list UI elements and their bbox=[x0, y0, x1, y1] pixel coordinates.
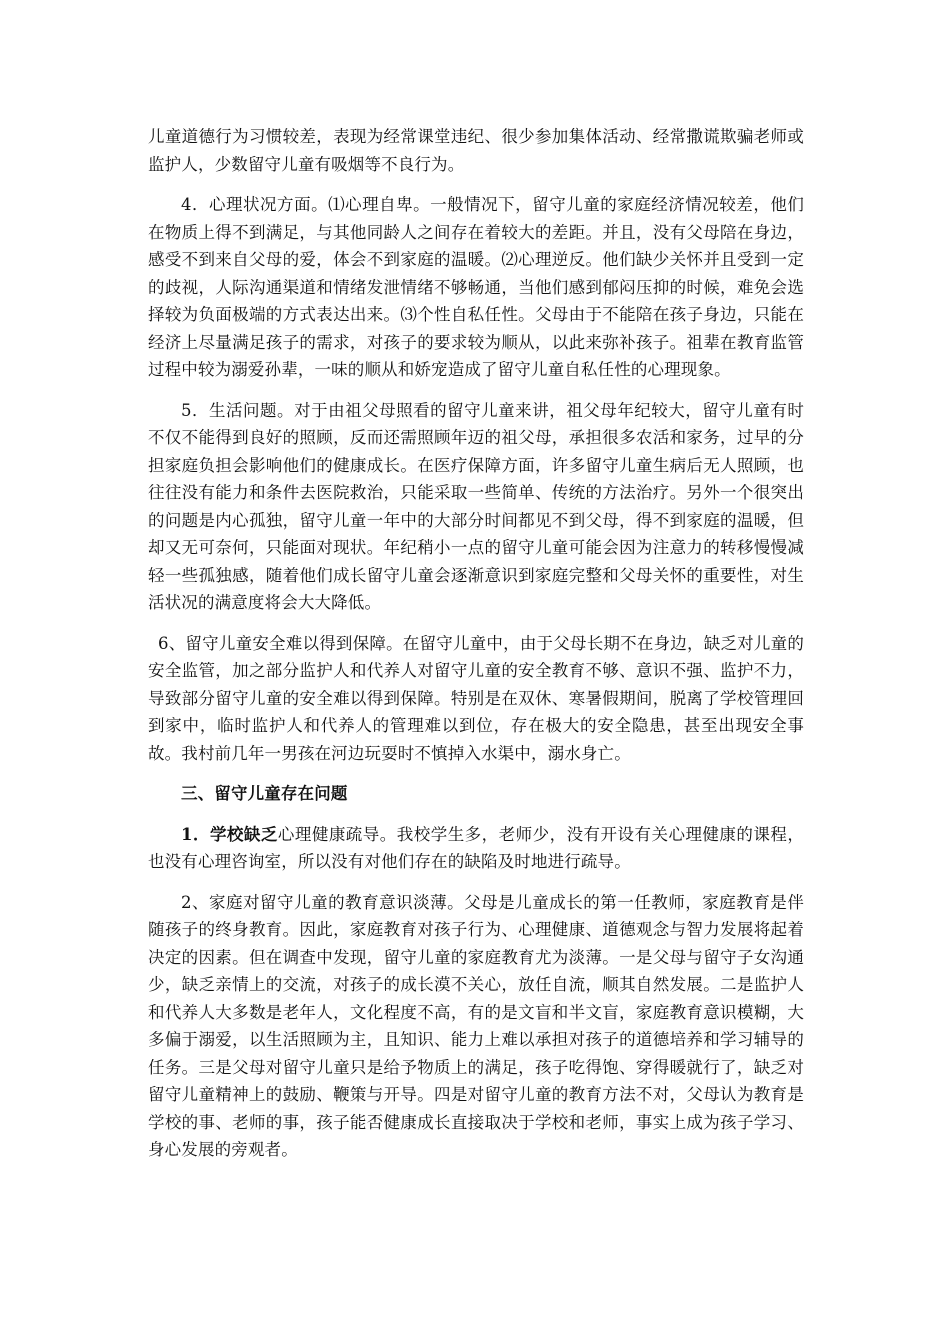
paragraph-moral-behavior: 儿童道德行为习惯较差，表现为经常课堂违纪、很少参加集体活动、经常撒谎欺骗老师或监护人，少数留守儿童有吸烟等不良行为。 bbox=[148, 127, 804, 174]
paragraph-safety: 6、留守儿童安全难以得到保障。在留守儿童中，由于父母长期不在身边，缺乏对儿童的安全监管，加之部分监护人和代养人对留守儿童的安全教育不够、意识不强、监护不力，导致部分留守儿童的安全难以得到保障。特别是在双休、寒暑假期间，脱离了学校管理回到家中，临时监护人和代养人的管理难以到位，存在极大的安全隐患，甚至出现安全事故。我村前几年一男孩在河边玩耍时不慎掉入水渠中，溺水身亡。 bbox=[148, 633, 804, 763]
bold-prefix: 1．学校缺乏 bbox=[181, 824, 278, 844]
paragraph-family-education: 2、家庭对留守儿童的教育意识淡薄。父母是儿童成长的第一任教师，家庭教育是伴随孩子的终身教育。因此，家庭教育对孩子行为、心理健康、道德观念与智力发展将起着决定的因素。但在调查中发现，留守儿童的家庭教育尤为淡薄。一是父母与留守子女沟通少，缺乏亲情上的交流，对孩子的成长漠不关心，放任自流，顺其自然发展。二是监护人和代养人大多数是老年人，文化程度不高，有的是文盲和半文盲，家庭教育意识模糊，大多偏于溺爱，以生活照顾为主，且知识、能力上难以承担对孩子的道德培养和学习辅导的任务。三是父母对留守儿童只是给予物质上的满足，孩子吃得饱、穿得暖就行了，缺乏对留守儿童精神上的鼓励、鞭策与开导。四是对留守儿童的教育方法不对，父母认为教育是学校的事、老师的事，孩子能否健康成长直接取决于学校和老师，事实上成为孩子学习、身心发展的旁观者。 bbox=[148, 892, 804, 1159]
document-body bbox=[148, 123, 804, 1177]
paragraph-text: 心理健康疏导。我校学生多，老师少，没有开设有关心理健康的课程，也没有心理咨询室，所以没有对他们存在的缺陷及时地进行疏导。 bbox=[148, 824, 804, 871]
paragraph-school-counseling bbox=[148, 821, 804, 876]
paragraph-living-problems: 5．生活问题。对于由祖父母照看的留守儿童来讲，祖父母年纪较大，留守儿童有时不仅不能得到良好的照顾，反而还需照顾年迈的祖父母，承担很多农活和家务，过早的分担家庭负担会影响他们的健康成长。在医疗保障方面，许多留守儿童生病后无人照顾，也往往没有能力和条件去医院救治，只能采取一些简单、传统的方法治疗。另外一个很突出的问题是内心孤独，留守儿童一年中的大部分时间都见不到父母，得不到家庭的温暖，但却又无可奈何，只能面对现状。年纪稍小一点的留守儿童可能会因为注意力的转移慢慢减轻一些孤独感，随着他们成长留守儿童会逐渐意识到家庭完整和父母关怀的重要性，对生活状况的满意度将会大大降低。 bbox=[148, 400, 804, 612]
section-heading-problems: 三、留守儿童存在问题 bbox=[181, 784, 348, 803]
paragraph-psychology: 4．心理状况方面。⑴心理自卑。一般情况下，留守儿童的家庭经济情况较差，他们在物质上得不到满足，与其他同龄人之间存在着较大的差距。并且，没有父母陪在身边，感受不到来自父母的爱，体会不到家庭的温暖。⑵心理逆反。他们缺少关怀并且受到一定的歧视，人际沟通渠道和情绪发泄情绪不够畅通，当他们感到郁闷压抑的时候，难免会选择较为负面极端的方式表达出来。⑶个性自私任性。父母由于不能陪在孩子身边，只能在经济上尽量满足孩子的需求，对孩子的要求较为顺从，以此来弥补孩子。祖辈在教育监管过程中较为溺爱孙辈，一味的顺从和娇宠造成了留守儿童自私任性的心理现象。 bbox=[148, 195, 804, 379]
